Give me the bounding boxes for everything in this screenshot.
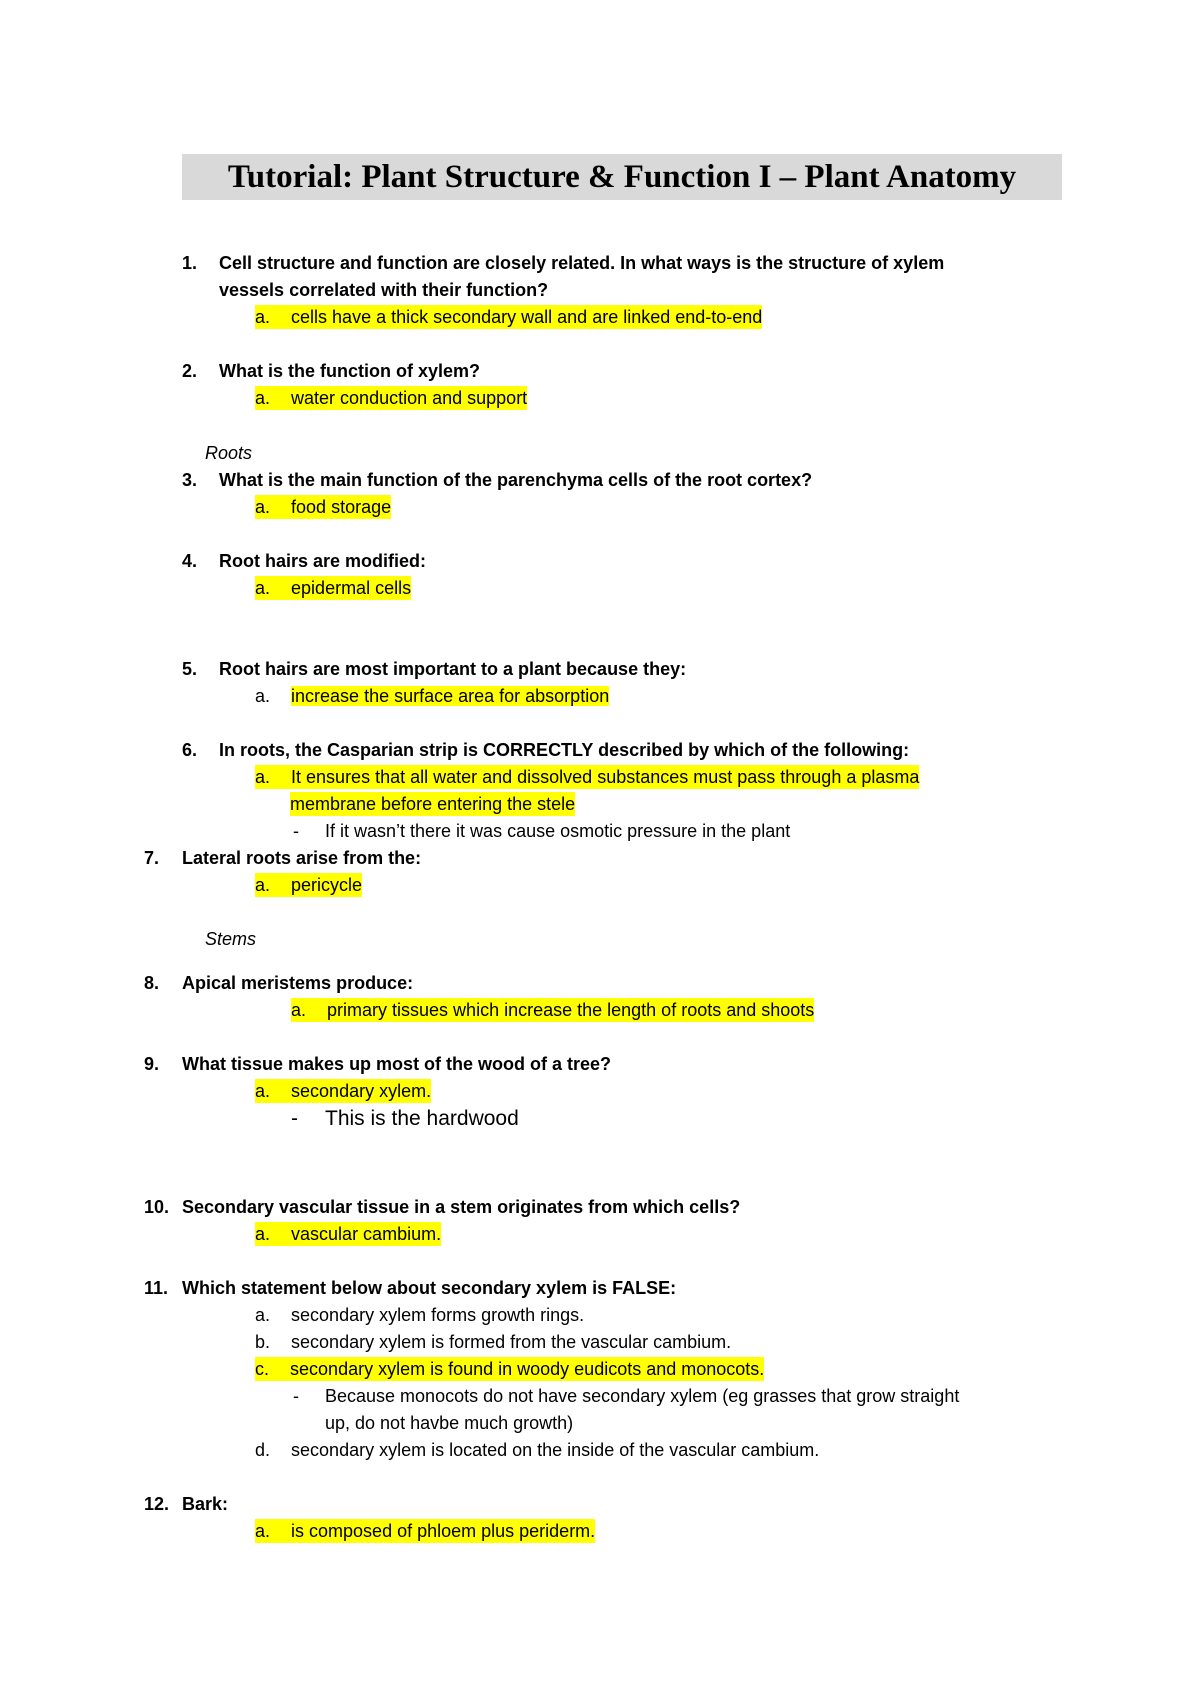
answer-11b bbox=[255, 1330, 731, 1354]
answer-letter: a. bbox=[255, 1521, 271, 1541]
answer-text: secondary xylem. bbox=[291, 1081, 432, 1101]
question-11-number: 11. bbox=[144, 1278, 169, 1298]
question-8-text: Apical meristems produce: bbox=[182, 973, 414, 993]
answer-10a bbox=[255, 1222, 441, 1246]
answer-letter: d. bbox=[255, 1440, 271, 1460]
question-5-text: Root hairs are most important to a plant because they: bbox=[219, 659, 687, 679]
question-6-text: In roots, the Casparian strip is CORRECTLY described by which of the following: bbox=[219, 740, 910, 760]
answer-text: cells have a thick secondary wall and are linked end-to-end bbox=[291, 307, 763, 327]
answer-letter: a. bbox=[255, 1305, 271, 1325]
note-9: This is the hardwood bbox=[325, 1107, 519, 1130]
answer-text: secondary xylem is located on the inside of the vascular cambium. bbox=[291, 1440, 820, 1460]
question-11-text: Which statement below about secondary xylem is FALSE: bbox=[182, 1278, 677, 1298]
answer-text: secondary xylem is found in woody eudicots and monocots. bbox=[290, 1359, 765, 1379]
note-6-dash: - bbox=[293, 821, 299, 841]
answer-text: vascular cambium. bbox=[291, 1224, 442, 1244]
question-3-text: What is the main function of the parenchyma cells of the root cortex? bbox=[219, 470, 813, 490]
answer-text: It ensures that all water and dissolved substances must pass through a plasma bbox=[291, 767, 920, 787]
answer-text: is composed of phloem plus periderm. bbox=[291, 1521, 596, 1541]
answer-letter: a. bbox=[255, 875, 271, 895]
question-10-number: 10. bbox=[144, 1197, 170, 1217]
answer-text: food storage bbox=[291, 497, 392, 517]
answer-11d bbox=[255, 1438, 819, 1462]
question-6-number: 6. bbox=[182, 740, 198, 760]
question-2-text: What is the function of xylem? bbox=[219, 361, 481, 381]
question-9-number: 9. bbox=[144, 1054, 160, 1074]
answer-letter: a. bbox=[255, 388, 271, 408]
question-1-text: Cell structure and function are closely related. In what ways is the structure of xylem bbox=[219, 253, 945, 273]
answer-letter: a. bbox=[291, 1000, 307, 1020]
answer-4a bbox=[255, 576, 411, 600]
answer-2a bbox=[255, 386, 527, 410]
answer-12a bbox=[255, 1519, 595, 1543]
question-7-text: Lateral roots arise from the: bbox=[182, 848, 422, 868]
section-heading-stems: Stems bbox=[205, 929, 257, 949]
question-5-number: 5. bbox=[182, 659, 198, 679]
answer-text: primary tissues which increase the length of roots and shoots bbox=[327, 1000, 815, 1020]
answer-letter: c. bbox=[255, 1359, 270, 1379]
answer-7a bbox=[255, 873, 362, 897]
note-6: If it wasn’t there it was cause osmotic pressure in the plant bbox=[325, 821, 791, 841]
answer-letter: b. bbox=[255, 1332, 271, 1352]
note-11-cont: up, do not havbe much growth) bbox=[325, 1413, 574, 1433]
note-11-dash: - bbox=[293, 1386, 299, 1406]
answer-letter: a. bbox=[255, 686, 271, 706]
question-12-number: 12. bbox=[144, 1494, 170, 1514]
answer-11c bbox=[255, 1357, 764, 1381]
answer-text: secondary xylem forms growth rings. bbox=[291, 1305, 585, 1325]
question-12-text: Bark: bbox=[182, 1494, 229, 1514]
answer-letter: a. bbox=[255, 1224, 271, 1244]
question-8-number: 8. bbox=[144, 973, 160, 993]
note-9-dash: - bbox=[291, 1107, 298, 1130]
answer-11a bbox=[255, 1303, 584, 1327]
question-4-number: 4. bbox=[182, 551, 198, 571]
answer-3a bbox=[255, 495, 391, 519]
question-3-number: 3. bbox=[182, 470, 198, 490]
answer-letter: a. bbox=[255, 578, 271, 598]
answer-letter: a. bbox=[255, 767, 271, 787]
answer-1a bbox=[255, 305, 762, 329]
answer-letter: a. bbox=[255, 1081, 271, 1101]
question-4-text: Root hairs are modified: bbox=[219, 551, 427, 571]
answer-text: pericycle bbox=[291, 875, 363, 895]
answer-letter: a. bbox=[255, 497, 271, 517]
document-title: Tutorial: Plant Structure & Function I – Plant Anatomy bbox=[182, 154, 1062, 200]
answer-5a bbox=[255, 684, 609, 708]
answer-6a-cont: membrane before entering the stele bbox=[290, 794, 576, 814]
answer-9a bbox=[255, 1079, 431, 1103]
section-heading-roots: Roots bbox=[205, 443, 253, 463]
question-10-text: Secondary vascular tissue in a stem originates from which cells? bbox=[182, 1197, 741, 1217]
answer-letter: a. bbox=[255, 307, 271, 327]
answer-text: increase the surface area for absorption bbox=[291, 686, 610, 706]
question-1-number: 1. bbox=[182, 253, 198, 273]
answer-text: secondary xylem is formed from the vascular cambium. bbox=[291, 1332, 732, 1352]
question-1-text-cont: vessels correlated with their function? bbox=[219, 280, 549, 300]
question-7-number: 7. bbox=[144, 848, 160, 868]
answer-8a bbox=[291, 998, 814, 1022]
answer-text: epidermal cells bbox=[291, 578, 412, 598]
note-11: Because monocots do not have secondary xylem (eg grasses that grow straight bbox=[325, 1386, 960, 1406]
answer-text: water conduction and support bbox=[291, 388, 528, 408]
question-9-text: What tissue makes up most of the wood of a tree? bbox=[182, 1054, 612, 1074]
answer-6a bbox=[255, 765, 919, 789]
question-2-number: 2. bbox=[182, 361, 198, 381]
